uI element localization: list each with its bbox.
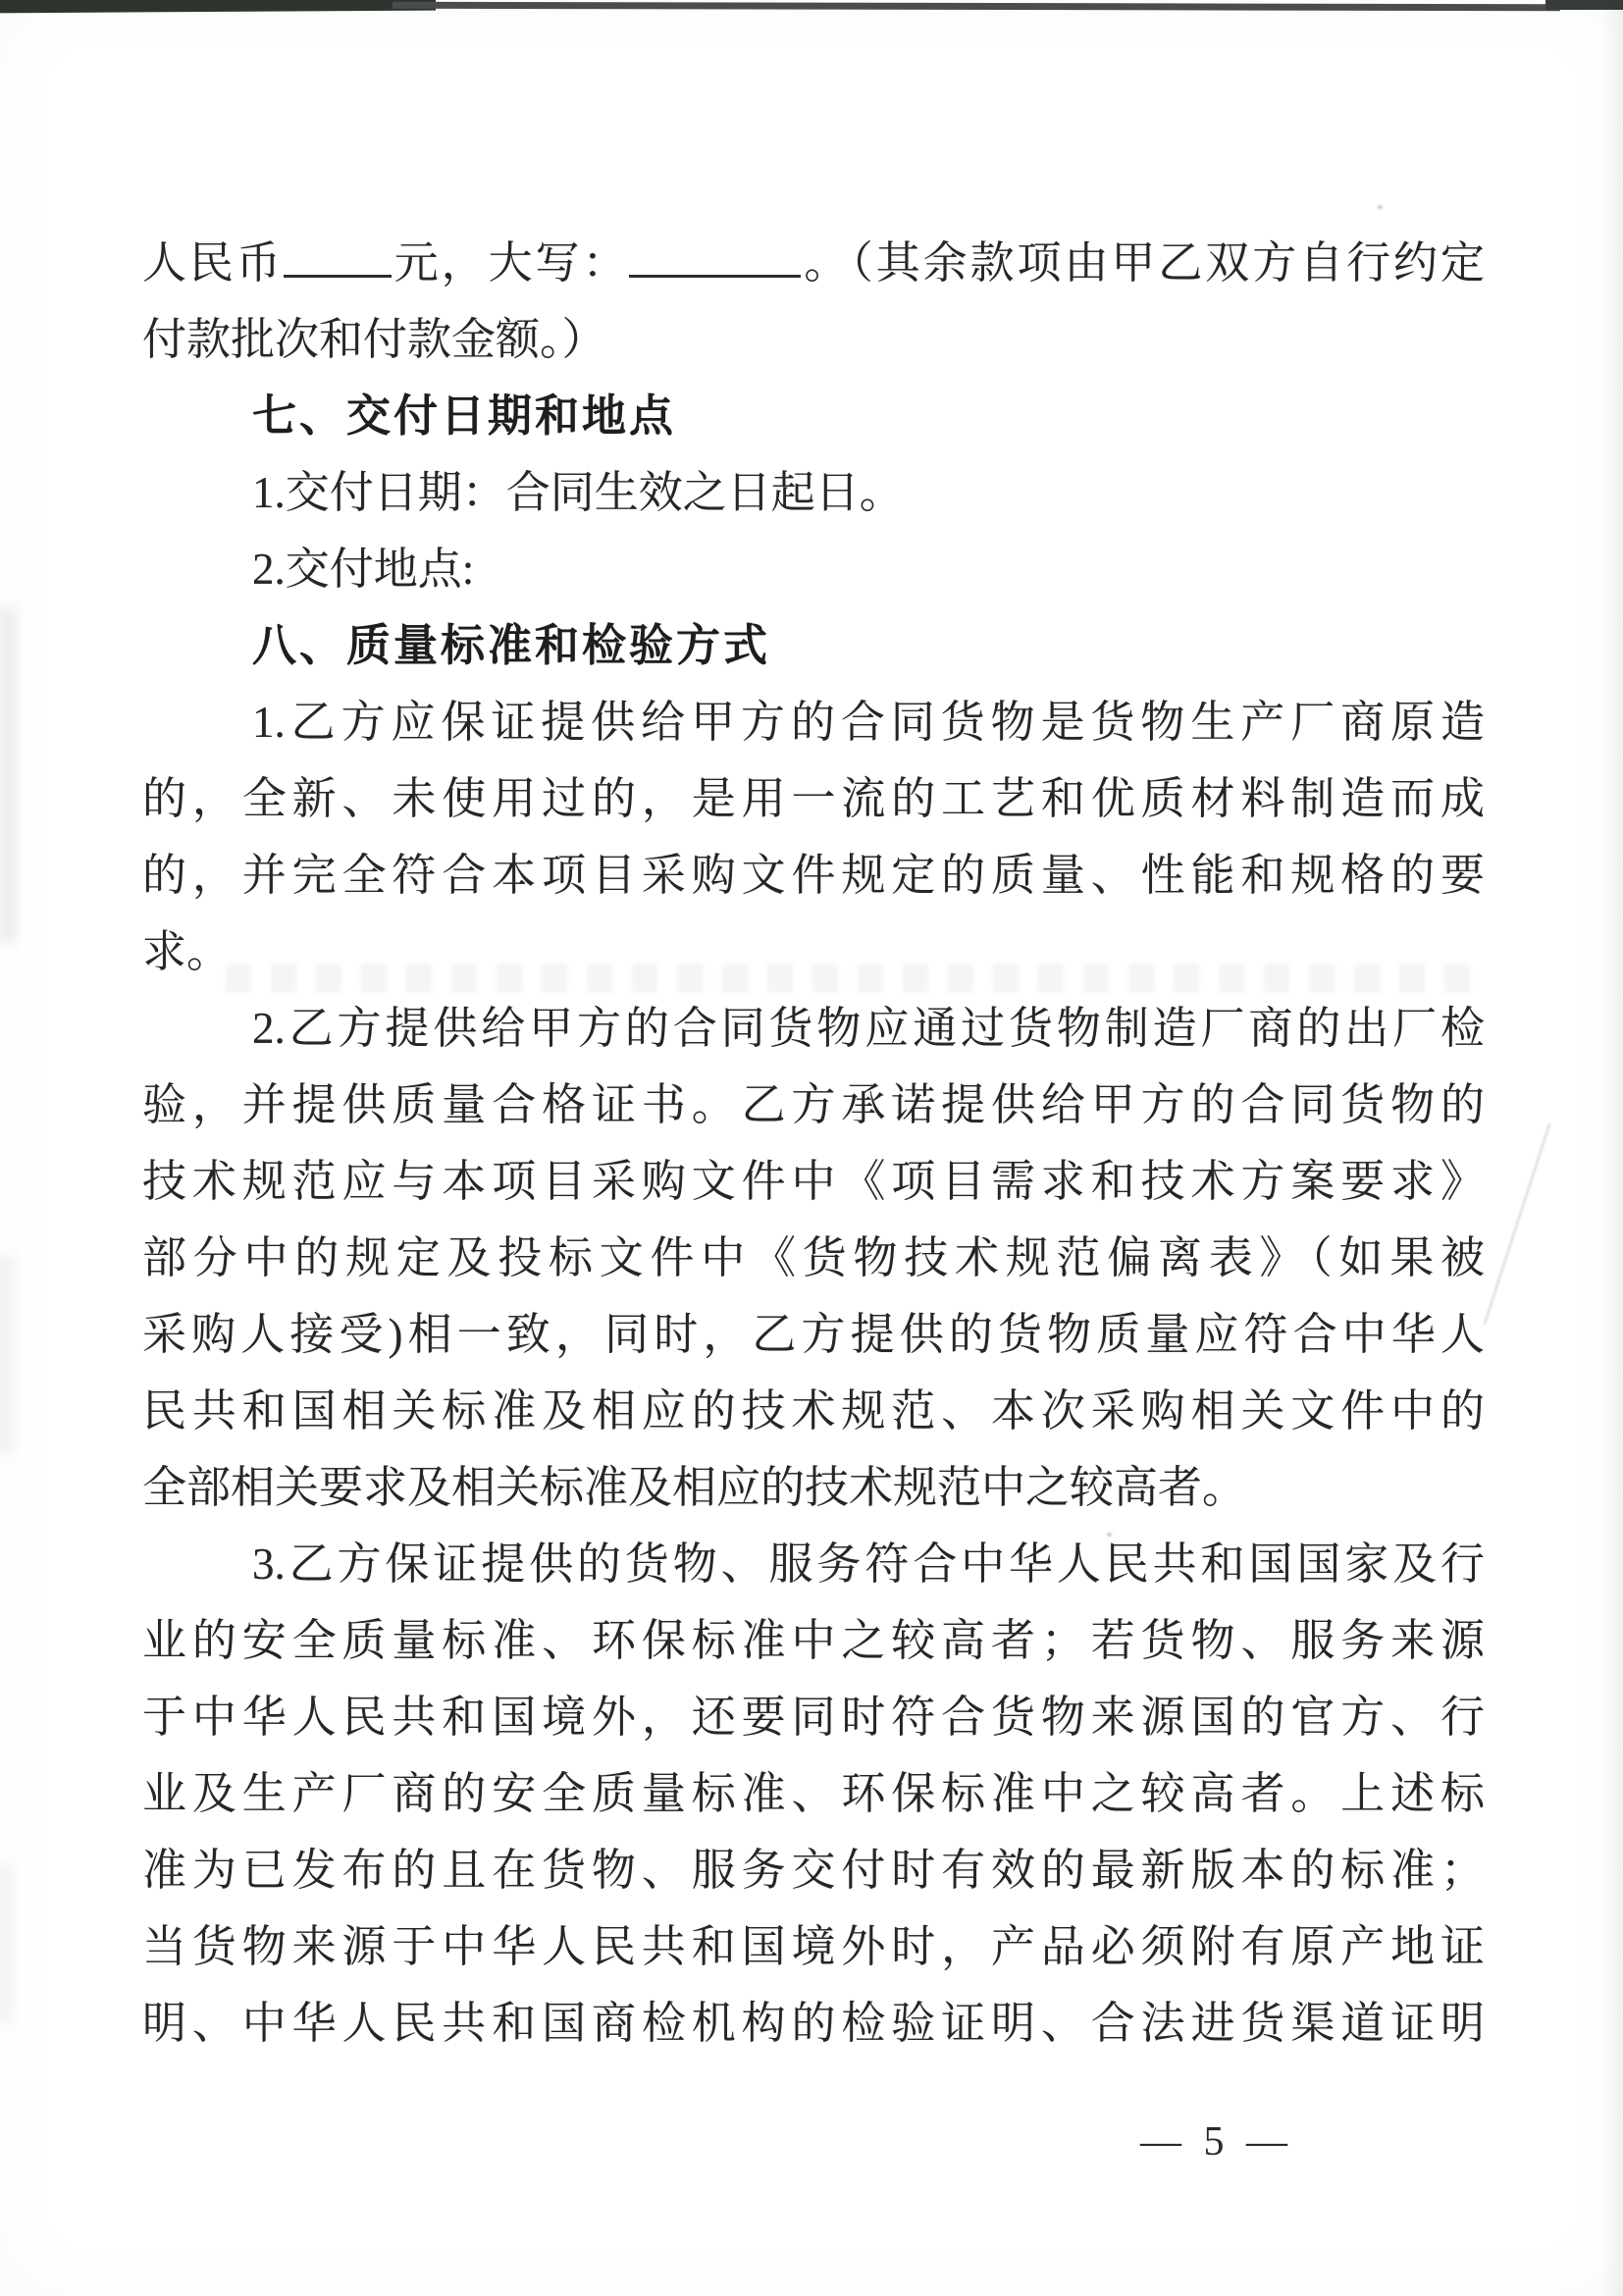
text-line: 付款批次和付款金额。） — [142, 315, 606, 364]
scan-smudge — [0, 1256, 14, 1452]
scan-edge-artifact — [393, 2, 1560, 11]
scan-scratch — [1484, 1123, 1550, 1325]
contract-body — [142, 225, 1485, 2061]
scan-smudge — [0, 1864, 12, 2021]
text-line: 2.乙方提供给甲方的合同货物应通过货物制造厂商的出厂检 — [252, 1004, 1485, 1053]
scan-edge-artifact — [0, 0, 436, 13]
text-line: 业的安全质量标准、环保标准中之较高者；若货物、服务来源 — [142, 1616, 1485, 1665]
scan-speck — [1378, 205, 1383, 209]
text-line-delivery-place: 2.交付地点: — [252, 545, 475, 594]
text-line: 求。 — [142, 927, 232, 976]
amount-mid: 元，大写： — [391, 238, 630, 287]
amount-prefix: 人民币 — [142, 238, 284, 287]
scan-smudge — [0, 608, 18, 942]
text-line: 1.乙方应保证提供给甲方的合同货物是货物生产厂商原造 — [252, 698, 1485, 747]
text-line: 技术规范应与本项目采购文件中《项目需求和技术方案要求》 — [142, 1157, 1485, 1206]
text-line: 采购人接受)相一致，同时，乙方提供的货物质量应符合中华人 — [142, 1310, 1485, 1359]
text-line: 全部相关要求及相关标准及相应的技术规范中之较高者。 — [142, 1463, 1247, 1512]
text-line: 部分中的规定及投标文件中《货物技术规范偏离表》（如果被 — [142, 1233, 1485, 1282]
text-line: 准为已发布的且在货物、服务交付时有效的最新版本的标准； — [142, 1846, 1485, 1895]
amount-blank-field — [284, 275, 392, 278]
heading-section-8: 八、质量标准和检验方式 — [252, 620, 771, 670]
text-line: 验，并提供质量合格证书。乙方承诺提供给甲方的合同货物的 — [142, 1080, 1485, 1129]
page-number: — 5 — — [1140, 2119, 1293, 2165]
scan-edge-shading — [1601, 0, 1623, 2296]
text-line: 的，并完全符合本项目采购文件规定的质量、性能和规格的要 — [142, 851, 1485, 900]
text-line: 3.乙方保证提供的货物、服务符合中华人民共和国国家及行 — [252, 1539, 1485, 1589]
text-line: 的，全新、未使用过的，是用一流的工艺和优质材料制造而成 — [142, 774, 1485, 823]
text-line: 当货物来源于中华人民共和国境外时，产品必须附有原产地证 — [142, 1922, 1485, 1971]
text-line: 业及生产厂商的安全质量标准、环保标准中之较高者。上述标 — [142, 1769, 1485, 1818]
text-line-delivery-date: 1.交付日期：合同生效之日起日。 — [252, 468, 904, 517]
amount-suffix: 。（其余款项由甲乙双方自行约定 — [801, 238, 1485, 287]
heading-section-7: 七、交付日期和地点 — [252, 391, 677, 441]
text-line-amount — [142, 225, 1485, 301]
text-line: 明、中华人民共和国商检机构的检验证明、合法进货渠道证明 — [142, 1999, 1485, 2048]
amount-words-blank-field — [629, 275, 801, 278]
text-line: 民共和国相关标准及相应的技术规范、本次采购相关文件中的 — [142, 1386, 1485, 1435]
text-line: 于中华人民共和国境外，还要同时符合货物来源国的官方、行 — [142, 1693, 1485, 1742]
